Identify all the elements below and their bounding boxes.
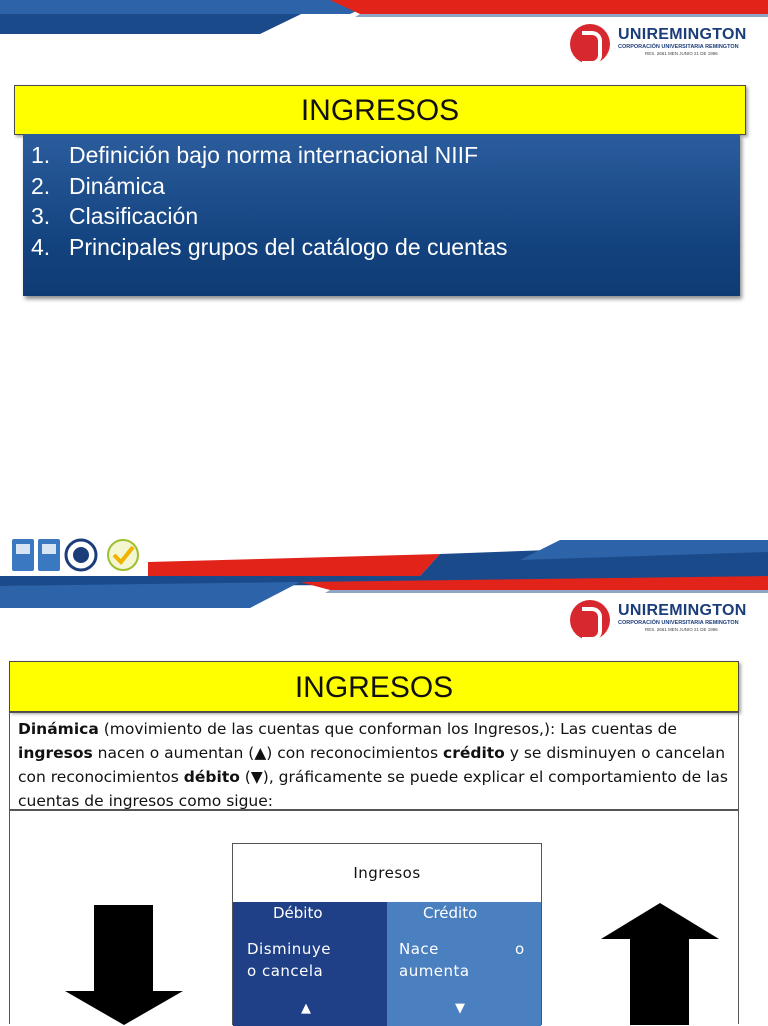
credit-text-line-2: aumenta	[399, 962, 470, 980]
logo-brand-name: UNIREMINGTON	[618, 602, 747, 619]
t-account-diagram	[9, 810, 739, 1024]
logo-r-icon	[570, 24, 610, 64]
topic-item: 3. Clasificación	[31, 203, 199, 229]
topics-list	[23, 134, 740, 262]
slide-1-title	[14, 85, 746, 135]
unimington-logo	[570, 20, 760, 70]
topic-item: 1. Definición bajo norma internacional NIIF	[31, 142, 479, 168]
topic-item: 2. Dinámica	[31, 172, 165, 199]
credit-column	[387, 902, 541, 1026]
debit-text-line-1: Disminuye	[247, 940, 331, 958]
footer-stripes	[0, 540, 768, 576]
debit-header: Débito	[273, 904, 323, 922]
debit-text-line-2: o cancela	[247, 962, 324, 980]
unimington-logo	[570, 596, 760, 646]
dinamica-description: Dinámica (movimiento de las cuentas que conforman los Ingresos,): Las cuentas de ingresos nacen o aumentan (▲) con reconocimientos crédito y se disminuyen o cancelan con reconocimientos débito (▼), gráficamente se puede explicar el comportamiento de las cuentas de ingresos como sigue:	[9, 712, 739, 810]
topics-panel	[23, 134, 740, 296]
credit-text-line-1: Nace	[399, 940, 439, 958]
topic-item: 4. Principales grupos del catálogo de cuentas	[31, 233, 508, 260]
up-arrow-icon	[601, 903, 719, 1025]
logo-fine-print: RES. 2661 MEN JUNIO 21 DE 1996	[645, 51, 718, 56]
logo-brand-name: UNIREMINGTON	[618, 26, 747, 43]
slide-2-title-text: INGRESOS	[294, 671, 454, 704]
down-arrow-icon	[65, 905, 183, 1025]
debit-column	[233, 902, 387, 1026]
logo-tagline: CORPORACIÓN UNIVERSITARIA REMINGTON	[618, 44, 739, 50]
logo-fine-print: RES. 2661 MEN JUNIO 21 DE 1996	[645, 627, 718, 632]
t-account	[232, 843, 542, 1025]
credit-arrow-icon: ▼	[455, 1001, 465, 1016]
logo-tagline: CORPORACIÓN UNIVERSITARIA REMINGTON	[618, 620, 739, 626]
credit-header: Crédito	[423, 904, 478, 922]
debit-arrow-icon: ▲	[301, 1001, 311, 1016]
logo-r-icon	[570, 600, 610, 640]
slide-2-title	[9, 661, 739, 712]
t-account-title: Ingresos	[233, 844, 541, 902]
credit-text-line-1b: o	[515, 940, 525, 958]
slide-1-title-text: INGRESOS	[300, 94, 460, 127]
